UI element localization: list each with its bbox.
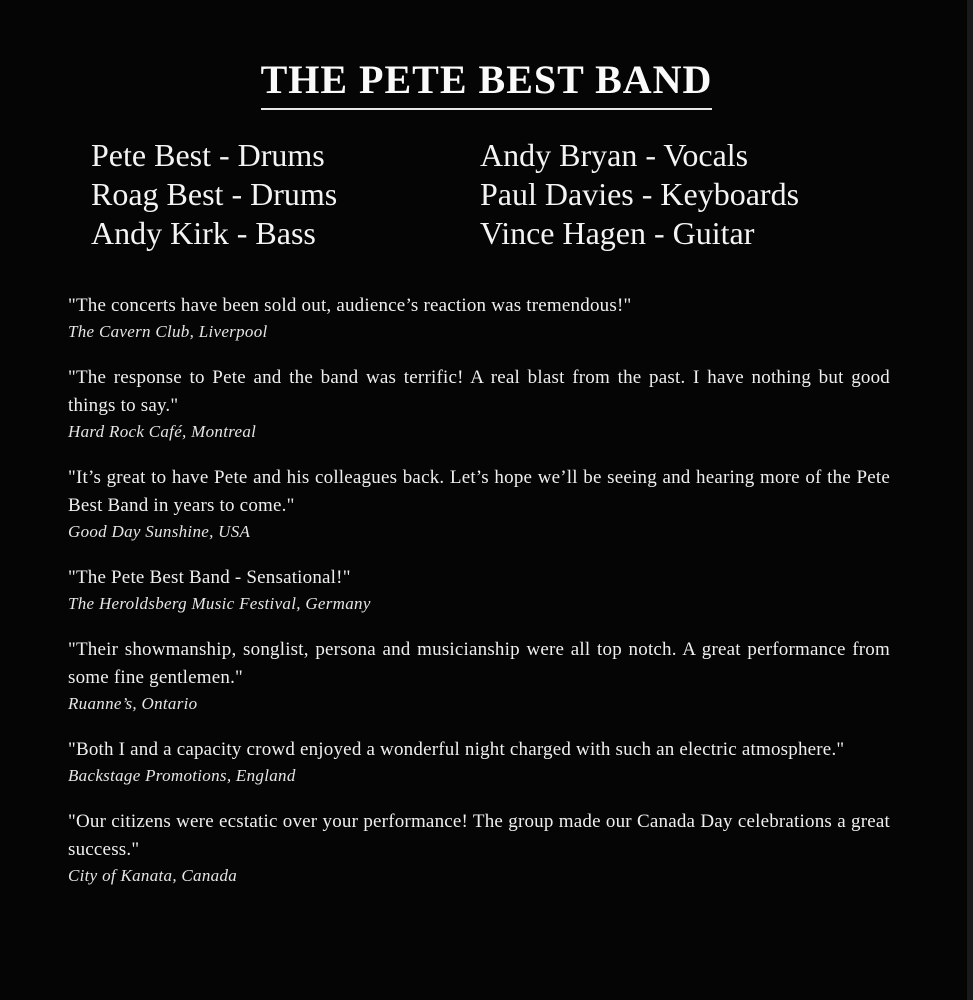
review-source: Hard Rock Café, Montreal <box>68 422 257 441</box>
page-edge <box>967 0 973 1000</box>
review-quote: "The concerts have been sold out, audience’s reaction was tremendous!" <box>68 295 632 316</box>
review-item <box>68 364 890 444</box>
title-wrap <box>0 58 973 110</box>
member-andy-bryan: Andy Bryan - Vocals <box>480 137 749 173</box>
review-item <box>68 736 890 788</box>
review-quote: "The Pete Best Band - Sensational!" <box>68 567 351 588</box>
review-source: Good Day Sunshine, USA <box>68 522 251 541</box>
review-item <box>68 292 890 344</box>
review-quote: "It’s great to have Pete and his colleagues back. Let’s hope we’ll be seeing and hearing more of the Pete Best Band in years to come." <box>68 467 890 516</box>
member-pete-best: Pete Best - Drums <box>91 137 325 173</box>
review-item <box>68 564 890 616</box>
review-item <box>68 464 890 544</box>
review-source: The Cavern Club, Liverpool <box>68 322 268 341</box>
member-andy-kirk: Andy Kirk - Bass <box>91 215 316 251</box>
review-quote: "Our citizens were ecstatic over your performance! The group made our Canada Day celebrations a great success." <box>68 811 890 860</box>
review-source: Backstage Promotions, England <box>68 766 296 785</box>
member-paul-davies: Paul Davies - Keyboards <box>480 176 800 212</box>
review-source: The Heroldsberg Music Festival, Germany <box>68 594 371 613</box>
review-item <box>68 636 890 716</box>
review-source: Ruanne’s, Ontario <box>68 694 198 713</box>
review-quote: "Their showmanship, songlist, persona and musicianship were all top notch. A great performance from some fine gentlemen." <box>68 639 890 688</box>
band-members <box>0 136 973 256</box>
review-quote: "The response to Pete and the band was terrific! A real blast from the past. I have nothing but good things to say." <box>68 367 890 416</box>
review-source: City of Kanata, Canada <box>68 866 238 885</box>
members-column-right <box>480 136 799 253</box>
member-roag-best: Roag Best - Drums <box>91 176 338 212</box>
review-item <box>68 808 890 888</box>
reviews-list <box>68 292 890 908</box>
page-title: THE PETE BEST BAND <box>261 58 713 110</box>
review-quote: "Both I and a capacity crowd enjoyed a wonderful night charged with such an electric atmosphere." <box>68 739 845 760</box>
member-vince-hagen: Vince Hagen - Guitar <box>480 215 755 251</box>
members-column-left <box>91 136 337 253</box>
